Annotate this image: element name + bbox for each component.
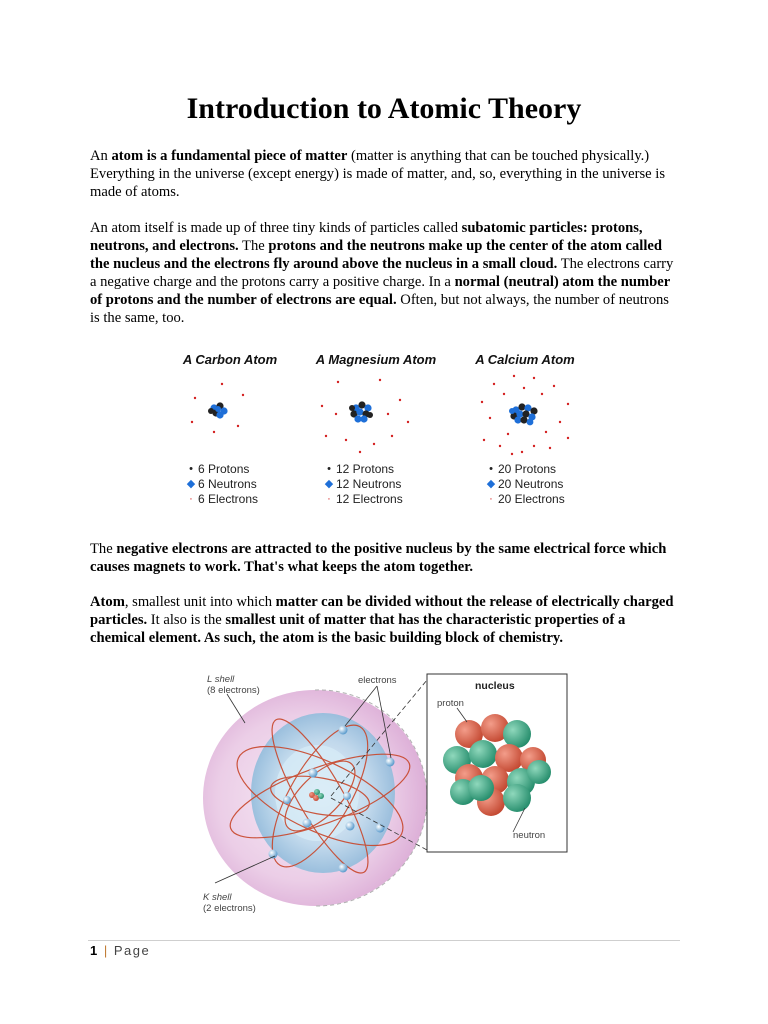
- paragraph-atom-definition: [90, 147, 680, 201]
- bold-text-run: Atom: [90, 594, 125, 610]
- neutron-label: neutron: [513, 830, 546, 841]
- footer-separator: |: [103, 943, 109, 958]
- proton-label: proton: [437, 698, 464, 709]
- calcium-atom-figure: [470, 350, 610, 515]
- text-run: It also is the: [147, 612, 226, 628]
- calcium-atom-title: A Calcium Atom: [475, 352, 575, 367]
- carbon-electrons: 6 Electrons: [198, 492, 259, 506]
- proton-dot-icon: •: [327, 463, 331, 475]
- proton-dot-icon: •: [189, 463, 193, 475]
- carbon-atom-figure: [170, 350, 310, 515]
- bold-text-run: atom is a fundamental piece of matter: [111, 148, 348, 164]
- bold-text-run: smallest unit of matter that has the characteristic properties of a chemical element. As such, the atom is the basic building block of chemistry.: [90, 612, 626, 646]
- paragraph-electrical-force: [90, 540, 680, 576]
- electrons-label: electrons: [358, 675, 397, 686]
- electron-dot-icon: ·: [189, 493, 193, 505]
- electron-dot-icon: ·: [327, 493, 331, 505]
- bold-text-run: matter can be divided without the release of electrically charged particles.: [90, 594, 674, 628]
- bold-text-run: negative electrons are attracted to the positive nucleus by the same electrical force which causes magnets to work. That's what keeps the atom together.: [90, 541, 667, 575]
- nucleus-label: nucleus: [475, 680, 515, 692]
- page-footer: [90, 943, 150, 958]
- magnesium-protons: 12 Protons: [336, 462, 395, 476]
- atom-shells-illustration: [195, 668, 575, 918]
- paragraph-atom-smallest-unit: [90, 593, 680, 647]
- bold-text-run: subatomic particles: protons, neutrons, and electrons.: [90, 220, 643, 254]
- page-title: Introduction to Atomic Theory: [186, 92, 582, 125]
- bold-text-run: normal (neutral) atom the number of protons and the number of electrons are equal.: [90, 274, 670, 308]
- paragraph-subatomic-particles: [90, 219, 680, 327]
- k-shell-label: K shell (2 electrons): [203, 892, 256, 914]
- text-run: The electrons carry a negative charge and the protons carry a positive charge. In a: [90, 256, 674, 290]
- magnesium-atom-title: A Magnesium Atom: [315, 352, 437, 367]
- carbon-protons: 6 Protons: [198, 462, 250, 476]
- page-number: 1: [90, 943, 99, 958]
- carbon-atom-illustration: [170, 370, 290, 460]
- calcium-atom-illustration: [470, 370, 590, 462]
- magnesium-electrons: 12 Electrons: [336, 492, 403, 506]
- carbon-neutrons: 6 Neutrons: [198, 477, 257, 491]
- text-run: Often, but not always, the number of neutrons is the same, too.: [90, 292, 669, 326]
- calcium-protons: 20 Protons: [498, 462, 557, 476]
- neutron-dot-icon: ◆: [486, 478, 496, 490]
- atom-structure-diagram: [195, 668, 575, 918]
- proton-dot-icon: •: [489, 463, 493, 475]
- carbon-atom-legend: [186, 462, 258, 507]
- text-run: , smallest unit into which: [124, 594, 276, 610]
- electron-dot-icon: ·: [489, 493, 493, 505]
- text-run: (matter is anything that can be touched physically.) Everything in the universe (except energy) is made of matter, and, so, everything in the universe is made of atoms.: [90, 148, 666, 200]
- magnesium-atom-figure: [308, 350, 448, 515]
- page-word: Page: [113, 943, 151, 958]
- magnesium-atom-illustration: [308, 370, 448, 462]
- text-run: An atom itself is made up of three tiny kinds of particles called: [90, 220, 462, 236]
- text-run: The: [238, 238, 269, 254]
- neutron-dot-icon: ◆: [324, 478, 334, 490]
- calcium-neutrons: 20 Neutrons: [498, 477, 564, 491]
- text-run: The: [90, 541, 117, 557]
- magnesium-atom-legend: [324, 462, 403, 507]
- calcium-atom-legend: [486, 462, 565, 507]
- l-shell-label: L shell (8 electrons): [207, 674, 260, 696]
- magnesium-neutrons: 12 Neutrons: [336, 477, 402, 491]
- bold-text-run: protons and the neutrons make up the center of the atom called the nucleus and the electrons fly around above the nucleus in a small cloud.: [90, 238, 663, 272]
- calcium-electrons: 20 Electrons: [498, 492, 565, 506]
- carbon-atom-title: A Carbon Atom: [182, 352, 278, 367]
- footer-divider: [88, 940, 680, 941]
- neutron-dot-icon: ◆: [186, 478, 196, 490]
- atom-comparison-figure: [170, 350, 600, 515]
- text-run: An: [90, 148, 112, 164]
